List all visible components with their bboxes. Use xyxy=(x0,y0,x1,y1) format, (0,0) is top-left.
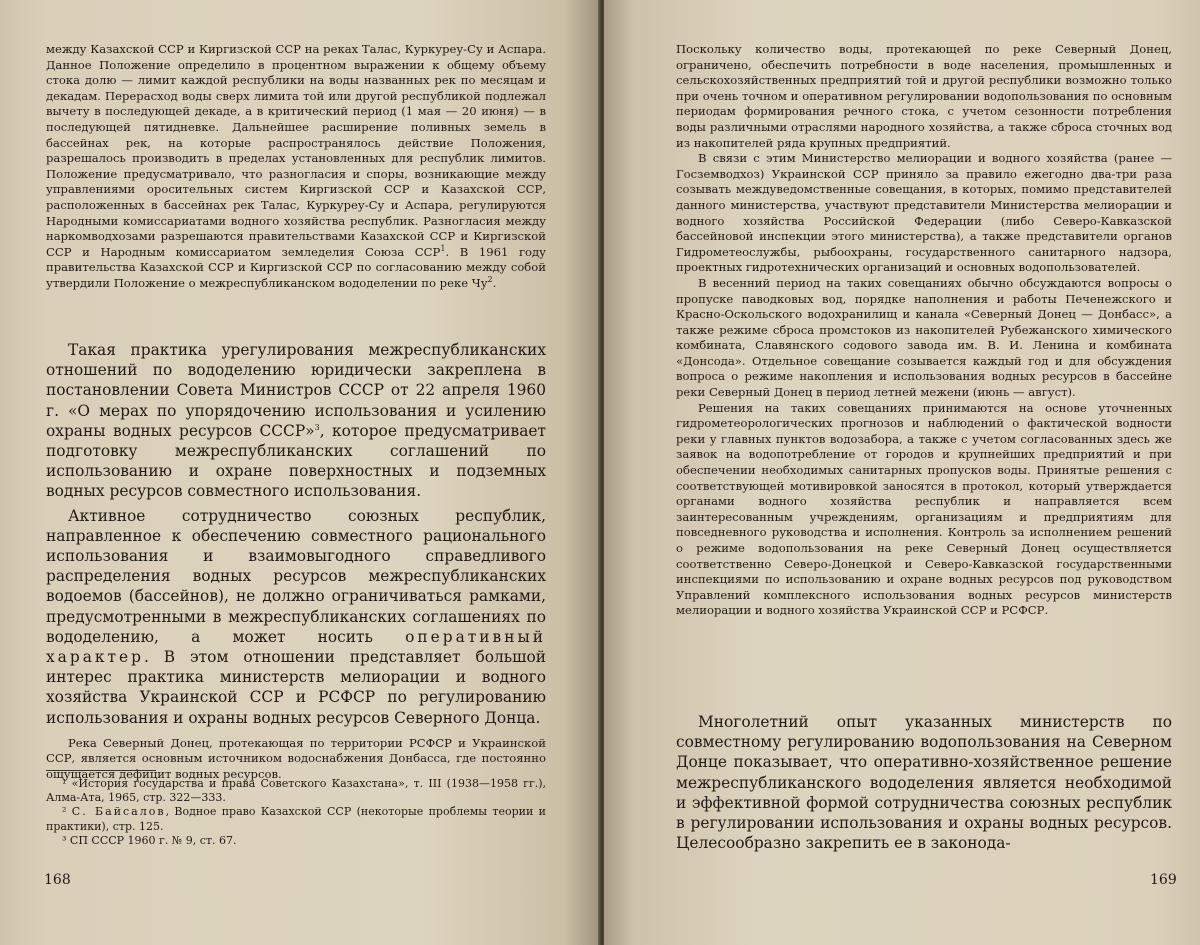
footnote-ref-3: 3 xyxy=(314,422,320,432)
right-paragraph-5: Многолетний опыт указанных министерств по совместному регулированию водопользования на Северном Донце показывает, что оперативно-хозяйственное решение межреспубликанского вододеления является необходимой и эффективной формой сотрудничества союзных республик в регулировании использования и охраны водных ресурсов. Целесообразно закрепить ее в законода- xyxy=(676,713,1172,853)
right-page xyxy=(604,0,1200,945)
right-paragraph-1: Поскольку количество воды, протекающей по реке Северный Донец, ограничено, обеспечить потребности в воде населения, промышленных и сельскохозяйственных предприятий той и другой республики возможно только при очень точном и оперативном регулировании водопользования по основным периодам формирования речного стока, с учетом сезонности потребления воды различными отраслями народного хозяйства, а также сброса сточных вод из накопителей ряда крупных предприятий. xyxy=(676,42,1172,150)
right-paragraph-2: В связи с этим Министерство мелиорации и водного хозяйства (ранее — Госземводхоз) Украинской ССР приняло за правило ежегодно два-три раза созывать междуведомственные совещания, в которых, помимо представителей данного министерства, участвуют представители Министерства мелиорации и водного хозяйства Российской Федерации (либо Северо-Кавказской бассейновой инспекции этого министерства), а также представители органов Гидрометеослужбы, рыбоохраны, государственного санитарного надзора, проектных гидротехнических организаций и основных водопользователей. xyxy=(676,151,1172,275)
left-text-column xyxy=(46,42,546,292)
right-text-column xyxy=(676,42,1172,619)
footnote-ref-2: 2 xyxy=(487,275,493,285)
left-paragraph-4: Река Северный Донец, протекающая по территории РСФСР и Украинской ССР, является основным источником водоснабжения Донбасса, где постоянно ощущается дефицит водных ресурсов. xyxy=(46,735,546,782)
left-paragraph-1: между Казахской ССР и Киргизской ССР на реках Талас, Куркуреу-Су и Аспара. Данное Положение определило в процентном выражении к общему объему стока долю — лимит каждой республики на воды названных рек по месяцам и декадам. Перерасход воды сверх лимита той или другой республикой подлежал вычету в последующей декаде, а в критический период (1 мая — 20 июня) — в последующей пятидневке. Дальнейшее расширение поливных земель в бассейнах рек, на которые распространялось действие Положения, разрешалось производить в пределах установленных для республик лимитов. Положение предусматривало, что разногласия и споры, возникающие между управлениями оросительных систем Киргизской ССР и Казахской ССР, расположенных в бассейнах рек Талас, Куркуреу-Су и Аспара, регулируются Народными комиссариатами водного хозяйства республик. Разногласия между наркомводхозами разрешаются правительствами Казахской ССР и Киргизской ССР и Народным комиссариатом земледелия Союза ССР$^1$. В 1961 году правительства Казахской ССР и Киргизской ССР по согласованию между собой утвердили Положение о межреспубликанском вододелении по реке $Чу^2$. xyxy=(46,42,546,290)
emphasis-spaced: оперативный характер xyxy=(46,627,546,667)
page-number-left: 168 xyxy=(44,872,71,888)
right-large-text xyxy=(676,712,1172,853)
footnote-1: ¹ «История государства и права Советского Казахстана», т. III (1938—1958 гг.), Алма-Ата, 1965, стр. 322—333. xyxy=(46,777,546,805)
footnotes xyxy=(46,770,546,848)
footnote-rule xyxy=(46,770,156,771)
page-number-right: 169 xyxy=(1150,872,1177,888)
footnote-ref-1: 1 xyxy=(440,243,446,253)
left-paragraph-3: Активное сотрудничество союзных республик, направленное к обеспечению совместного рационального использования и взаимовыгодного справедливого распределения водных ресурсов межреспубликанских водоемов (бассейнов), не должно ограничиваться рамками, предусмотренными в межреспубликанских соглашениях по вододелению, а может носить оперативный характер. В этом отношении представляет большой интерес практика министерств мелиорации и водного хозяйства Украинской ССР и РСФСР по регулированию использования и охраны водных ресурсов Северного Донца. xyxy=(46,506,546,727)
footnote-2: ² С. Байсалов, Водное право Казахской ССР (некоторые проблемы теории и практики), стр. 125. xyxy=(46,805,547,833)
left-large-text xyxy=(46,340,546,783)
right-paragraph-3: В весенний период на таких совещаниях обычно обсуждаются вопросы о пропуске паводковых вод, порядке наполнения и работы Печенежского и Красно-Оскольского водохранилищ и канала «Северный Донец — Донбасс», а также режиме сброса промстоков из накопителей Рубежанского химического комбината, Славянского содового завода им. В. И. Ленина и комбината «Донсода». Отдельное совещание созывается каждый год и для обсуждения вопроса о режиме накопления и использования водных ресурсов в бассейне реки Северный Донец в период летней межени (июнь — август). xyxy=(676,275,1172,400)
footnote-3: ³ СП СССР 1960 г. № 9, ст. 67. xyxy=(62,833,237,847)
right-paragraph-4: Решения на таких совещаниях принимаются на основе уточненных гидрометеорологических прогнозов и наблюдений о фактической водности реки у главных пунктов водозабора, а также с учетом согласованных здесь же заявок на водопотребление от городов и крупнейших предприятий и при обеспечении необходимых санитарных пропусков воды. Принятые решения с соответствующей мотивировкой заносятся в протокол, который утверждается органами водного хозяйства республик и направляется всем заинтересованным учреждениям, организациям и предприятиям для повседневного руководства и исполнения. Контроль за исполнением решений о режиме водопользования на реке Северный Донец осуществляется соответственно Северо-Донецкой и Северо-Кавказской государственными инспекциями по использованию и охране водных ресурсов под руководством Управлений комплексного использования водных ресурсов министерств мелиорации и водного хозяйства Украинской ССР и РСФСР. xyxy=(676,400,1172,618)
left-paragraph-2: Такая практика урегулирования межреспубликанских отношений по вододелению юридически закреплена в постановлении Совета Министров СССР от 22 апреля 1960 г. «О мерах по упорядочению использования и усилению охраны водных ресурсов СССР»$^3$, которое предусматривает подготовку межреспубликанских соглашений по использованию и охране поверхностных и подземных водных ресурсов совместного использования. xyxy=(46,341,546,501)
